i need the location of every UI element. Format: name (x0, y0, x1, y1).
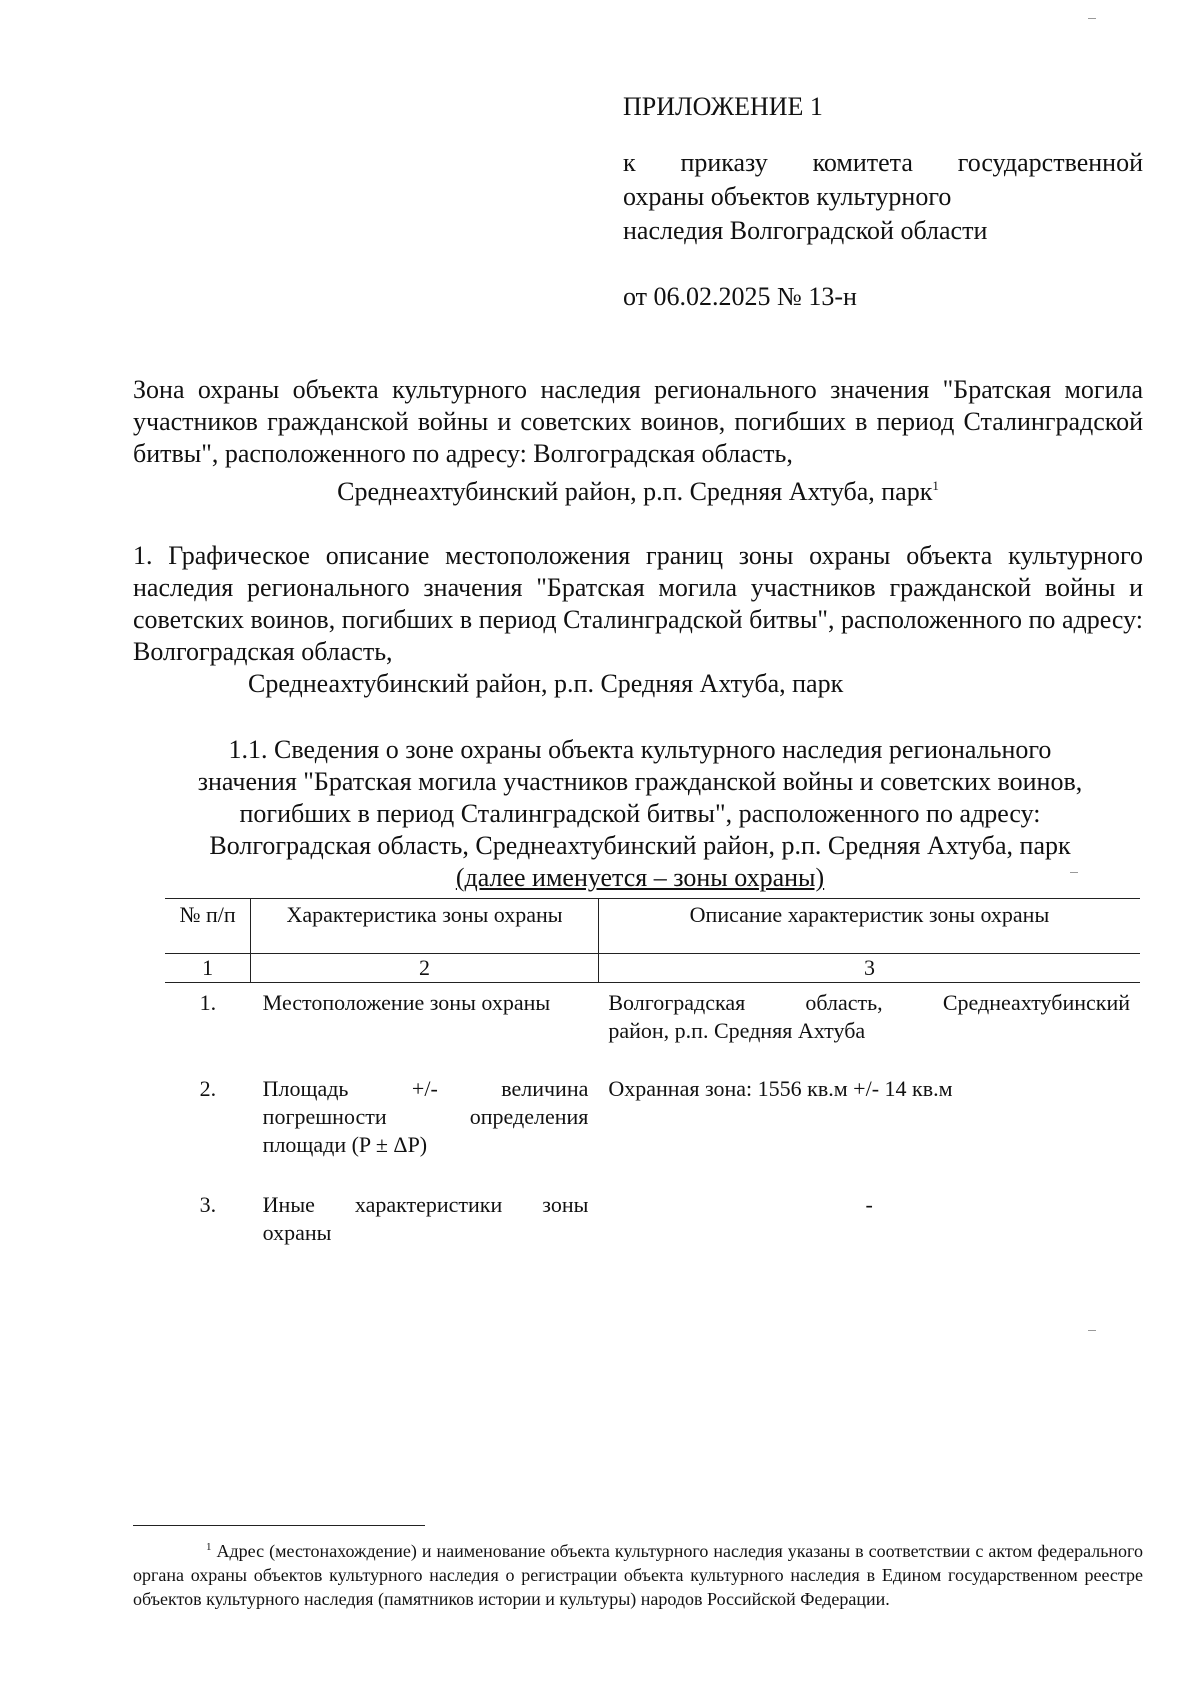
header-description: Описание характеристик зоны охраны (598, 899, 1140, 954)
header-num: № п/п (165, 899, 251, 954)
footnote-mark: 1 (206, 1541, 212, 1553)
footnote-text: Адрес (местонахождение) и наименование объекта культурного наследия указаны в соответствии с актом федерального органа охраны объектов культурного наследия о регистрации объекта культурного наследия в Едином государственном реестре объектов культурного наследия (памятников истории и культуры) народов Российской Федерации. (133, 1541, 1143, 1609)
section-1-last-line: Среднеахтубинский район, р.п. Средняя Ахтуба, парк (248, 669, 844, 698)
appendix-line-2: охраны объектов культурного (623, 182, 952, 211)
scan-speck (1088, 1330, 1096, 1331)
row-2-characteristic-line-3: площади (P ± ΔP) (262, 1132, 428, 1157)
row-1-description (598, 983, 1140, 1070)
footnote (133, 1535, 1143, 1611)
col-number-2: 2 (251, 954, 599, 983)
row-2-num: 2. (199, 1076, 217, 1101)
subsection-line-4: Волгоградская область, Среднеахтубинский район, р.п. Средняя Ахтуба, парк (209, 831, 1071, 860)
subsection-line-3: погибших в период Сталинградской битвы", расположенного по адресу: (239, 799, 1041, 828)
subsection-line-2: значения "Братская могила участников гражданской войны и советских воинов, (197, 767, 1083, 796)
document-title (133, 374, 1143, 508)
row-3-characteristic-line-2: охраны (262, 1220, 332, 1245)
subsection-1-1-heading (140, 734, 1140, 894)
document-title-main: Зона охраны объекта культурного наследия регионального значения "Братская могила участников гражданской войны и советских воинов, погибших в период Сталинградской битвы", расположенного по адресу: Волгоградская область, (133, 375, 1143, 468)
subsection-line-5: (далее именуется – зоны охраны) (455, 863, 825, 892)
row-2-description: Охранная зона: 1556 кв.м +/- 14 кв.м (608, 1076, 953, 1101)
scan-speck (1070, 872, 1078, 873)
subsection-line-1: 1.1. Сведения о зоне охраны объекта культурного наследия регионального (228, 735, 1052, 764)
row-2-characteristic-line-2: погрешности определения (262, 1104, 589, 1129)
col-number-1: 1 (165, 954, 251, 983)
table-row (165, 1069, 1140, 1185)
row-1-num: 1. (199, 990, 217, 1015)
zone-characteristics-table (165, 898, 1140, 1261)
section-1-text: 1. Графическое описание местоположения границ зоны охраны объекта культурного наследия регионального значения "Братская могила участников гражданской войны и советских воинов, погибших в период Сталинградской битвы", расположенного по адресу: Волгоградская область, (133, 541, 1143, 666)
header-characteristic: Характеристика зоны охраны (251, 899, 599, 954)
row-3-num: 3. (199, 1192, 217, 1217)
appendix-date: от 06.02.2025 № 13-н (623, 282, 857, 311)
appendix-title: ПРИЛОЖЕНИЕ 1 (623, 92, 823, 121)
footnote-separator (133, 1525, 425, 1526)
row-2-characteristic-line-1: Площадь +/- величина (262, 1076, 589, 1101)
row-1-characteristic: Местоположение зоны охраны (262, 990, 551, 1015)
scan-speck (1088, 18, 1096, 19)
col-number-3: 3 (598, 954, 1140, 983)
row-1-description-line-2: район, р.п. Средняя Ахтуба (608, 1018, 866, 1043)
appendix-header (623, 90, 1143, 314)
row-3-description: - (865, 1192, 873, 1217)
row-1-description-line-1: Волгоградская область, Среднеахтубинский (608, 990, 1130, 1015)
appendix-line-1: к приказу комитета государственной (623, 148, 1143, 177)
appendix-line-3: наследия Волгоградской области (623, 216, 988, 245)
footnote-reference: 1 (932, 478, 939, 493)
row-3-characteristic (251, 1185, 599, 1261)
section-1-heading (133, 540, 1143, 700)
document-title-last: Среднеахтубинский район, р.п. Средняя Ахтуба, парк (337, 477, 933, 506)
table-row (165, 983, 1140, 1070)
table-row (165, 1185, 1140, 1261)
row-3-characteristic-line-1: Иные характеристики зоны (262, 1192, 589, 1217)
row-2-characteristic (251, 1069, 599, 1185)
